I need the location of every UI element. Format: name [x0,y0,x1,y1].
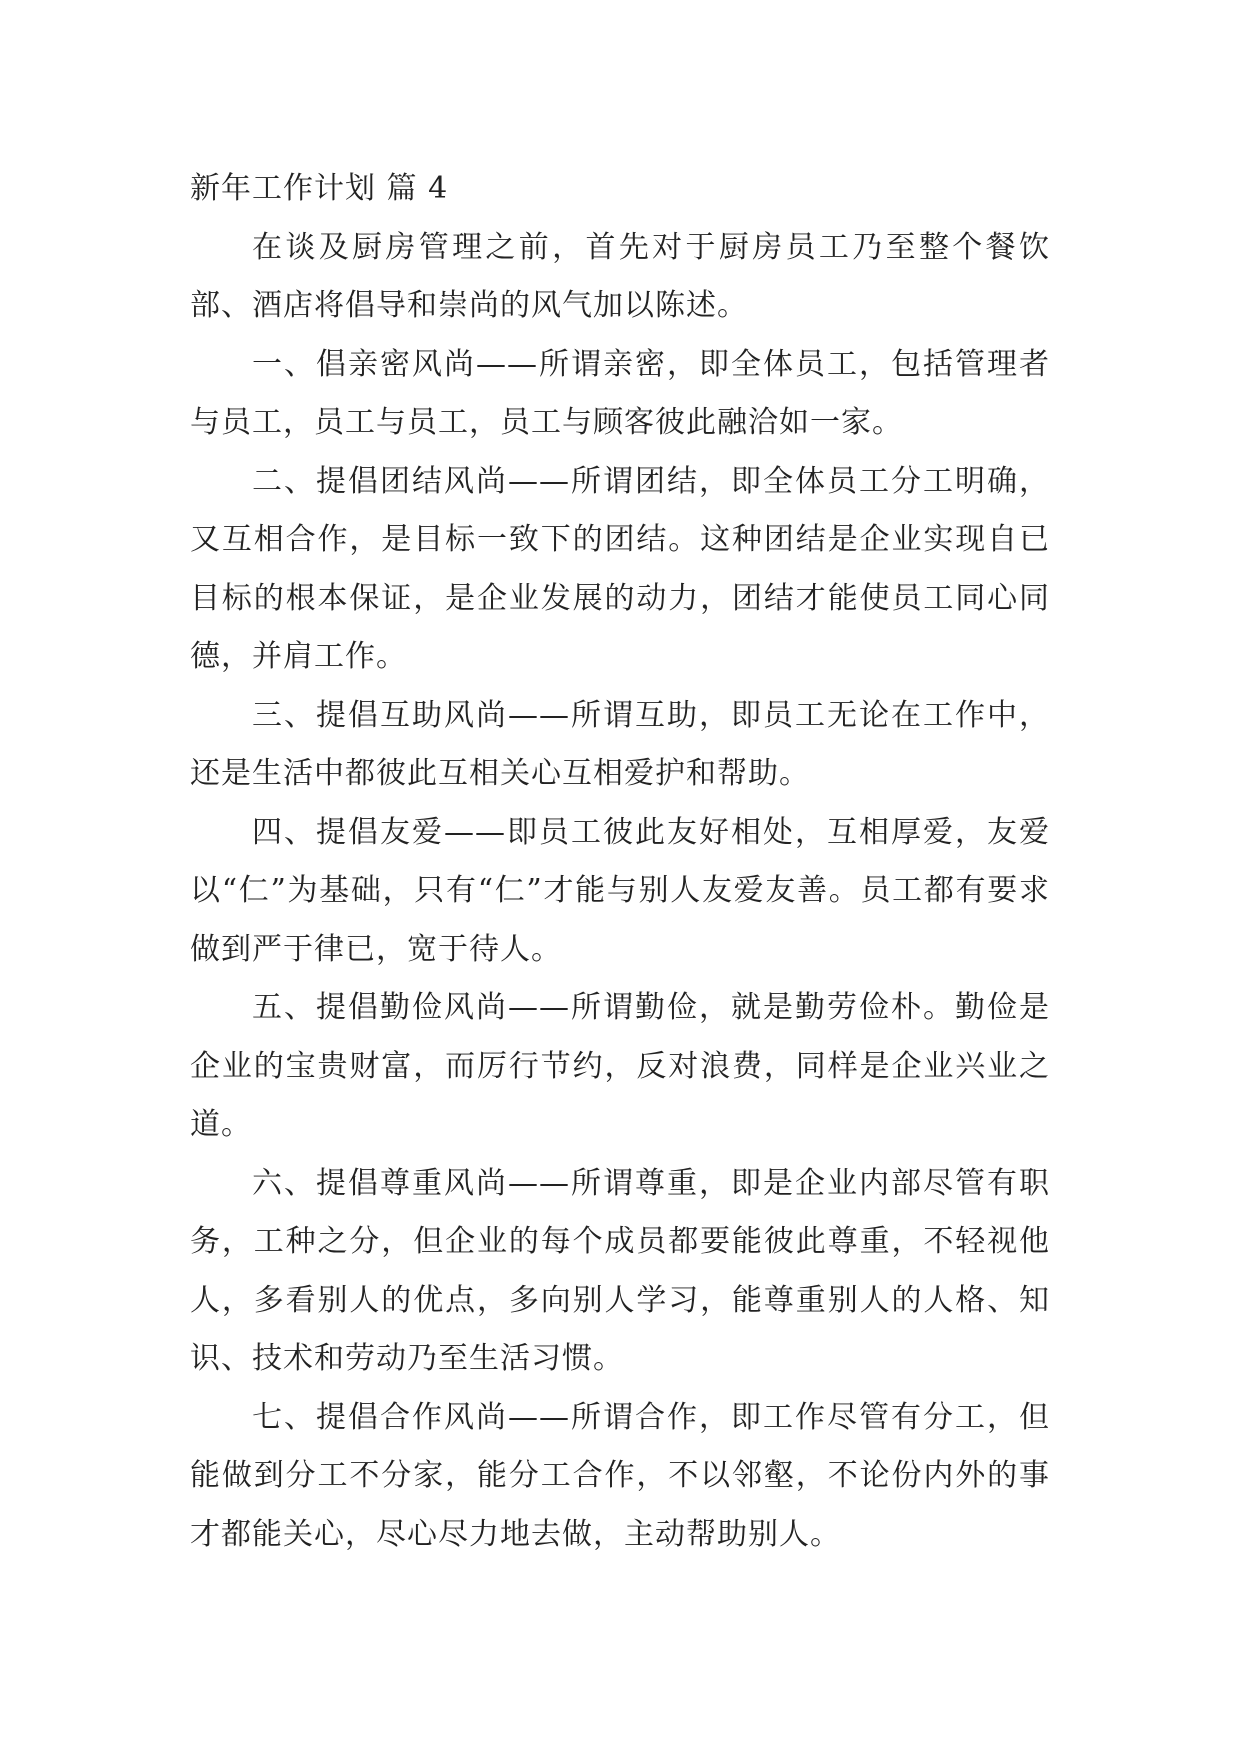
paragraph-item-2: 二、提倡团结风尚——所谓团结，即全体员工分工明确，又互相合作，是目标一致下的团结。这种团结是企业实现自已目标的根本保证，是企业发展的动力，团结才能使员工同心同德，并肩工作。 [190,463,1050,674]
paragraph-item-3: 三、提倡互助风尚——所谓互助，即员工无论在工作中，还是生活中都彼此互相关心互相爱护和帮助。 [190,697,1050,791]
paragraph-item-4: 四、提倡友爱——即员工彼此友好相处，互相厚爱，友爱以“仁”为基础，只有“仁”才能与别人友爱友善。员工都有要求做到严于律已，宽于待人。 [190,814,1050,967]
paragraph-item-6: 六、提倡尊重风尚——所谓尊重，即是企业内部尽管有职务，工种之分，但企业的每个成员都要能彼此尊重，不轻视他人，多看别人的优点，多向别人学习，能尊重别人的人格、知识、技术和劳动乃至生活习惯。 [190,1165,1050,1376]
paragraph-item-1: 一、倡亲密风尚——所谓亲密，即全体员工，包括管理者与员工，员工与员工，员工与顾客彼此融洽如一家。 [190,346,1050,440]
paragraph-intro: 在谈及厨房管理之前，首先对于厨房员工乃至整个餐饮部、酒店将倡导和崇尚的风气加以陈述。 [190,229,1050,323]
paragraph-item-7: 七、提倡合作风尚——所谓合作，即工作尽管有分工，但能做到分工不分家，能分工合作，不以邻壑，不论份内外的事才都能关心，尽心尽力地去做，主动帮助别人。 [190,1399,1050,1552]
document-body [190,160,1050,1564]
document-title: 新年工作计划 篇 4 [190,171,449,206]
paragraph-item-5: 五、提倡勤俭风尚——所谓勤俭，就是勤劳俭朴。勤俭是企业的宝贵财富，而厉行节约，反对浪费，同样是企业兴业之道。 [190,990,1050,1142]
